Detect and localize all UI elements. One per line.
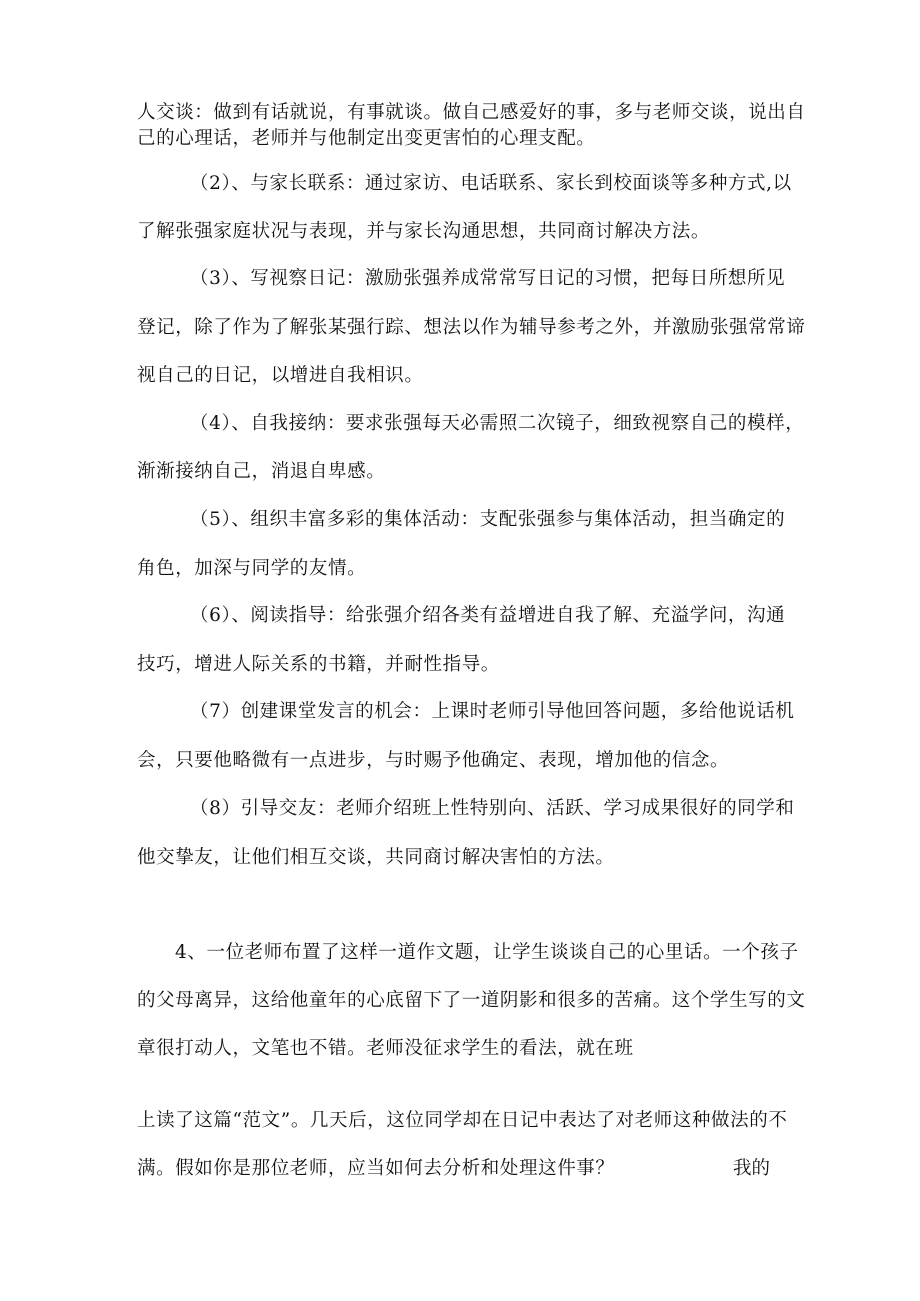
question-line: 上读了这篇“范文”。几天后，这位同学却在日记中表达了对老师这种做法的不 (137, 1110, 788, 1131)
text-line: 视自己的日记，以增进自我相识。 (137, 365, 424, 386)
text-line: （6）、阅读指导：给张强介绍各类有益增进自我了解、充溢学问，沟通 (190, 605, 786, 626)
question-line: 的父母离异，这给他童年的心底留下了一道阴影和很多的苦痛。这个学生写的文 (137, 990, 806, 1011)
text-line: （8）引导交友：老师介绍班上性特别向、活跃、学习成果很好的同学和 (190, 798, 795, 819)
question-line: 4、一位老师布置了这样一道作文题，让学生谈谈自己的心里话。一个孩子 (175, 942, 799, 963)
text-line: （4）、自我接纳：要求张强每天必需照二次镜子，细致视察自己的模样， (190, 413, 805, 434)
text-line: 渐渐接纳自己，消退自卑感。 (137, 461, 386, 482)
text-line: 人交谈：做到有话就说，有事就谈。做自己感爱好的事，多与老师交谈，说出自 (137, 102, 806, 123)
question-line: 满。假如你是那位老师，应当如何去分析和处理这件事？ (137, 1158, 615, 1179)
text-line: 登记，除了作为了解张某强行踪、想法以作为辅导参考之外，并激励张强常常谛 (137, 317, 806, 338)
text-line: 他交挚友，让他们相互交谈，共同商讨解决害怕的方法。 (137, 847, 615, 868)
text-line: 了解张强家庭状况与表现，并与家长沟通思想，共同商讨解决方法。 (137, 221, 711, 242)
text-line: 技巧，增进人际关系的书籍，并耐性指导。 (137, 654, 500, 675)
text-line: 角色，加深与同学的友情。 (137, 558, 367, 579)
trailing-text: 我的 (733, 1158, 771, 1179)
question-line: 章很打动人，文笔也不错。老师没征求学生的看法，就在班 (137, 1038, 634, 1059)
text-line: （5）、组织丰富多彩的集体活动：支配张强参与集体活动，担当确定的 (190, 509, 786, 530)
text-line: （2）、与家长联系：通过家访、电话联系、家长到校面谈等多种方式,以 (190, 173, 792, 194)
text-line: 己的心理话，老师并与他制定出变更害怕的心理支配。 (137, 128, 596, 149)
text-line: 会，只要他略微有一点进步，与时赐予他确定、表现，增加他的信念。 (137, 750, 730, 771)
text-line: （3）、写视察日记：激励张强养成常常写日记的习惯，把每日所想所见 (190, 268, 786, 289)
text-line: （7）创建课堂发言的机会：上课时老师引导他回答问题，多给他说话机 (190, 701, 795, 722)
